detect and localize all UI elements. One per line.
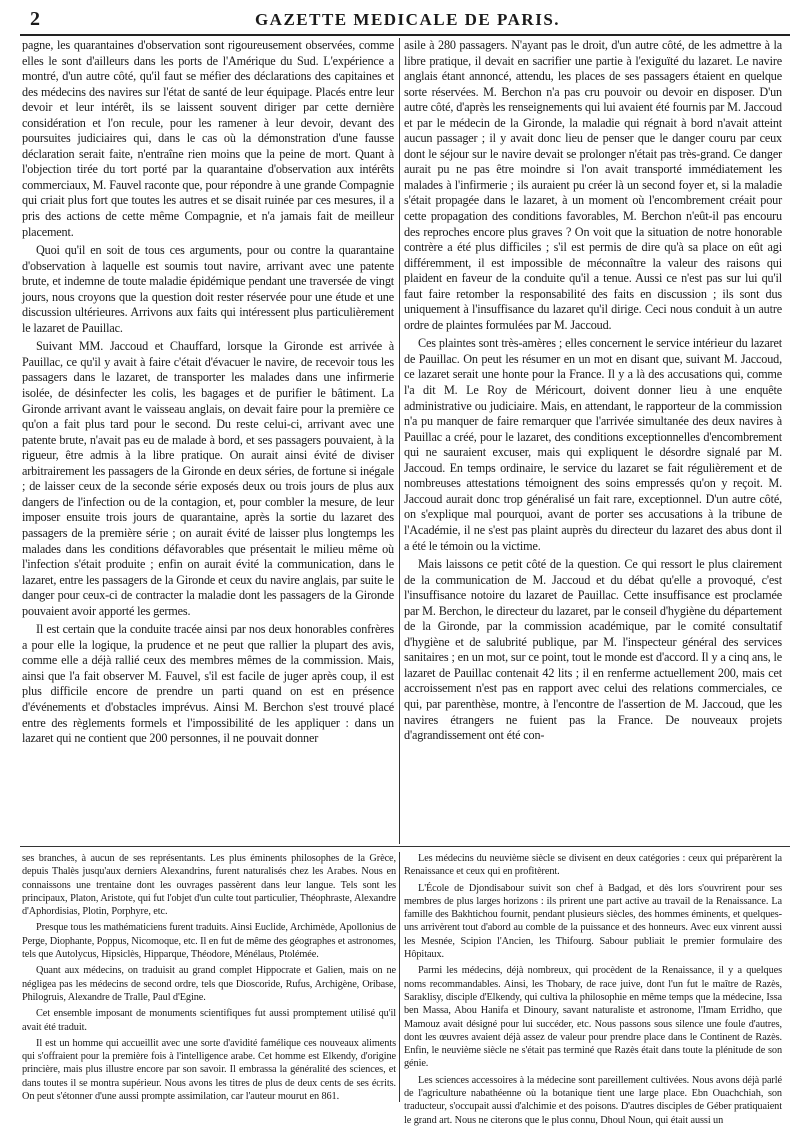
paragraph: ses branches, à aucun de ses représentants. Les plus éminents philosophes de la Grèce, depuis Thalès jusqu'aux derniers Alexandrins, furent naturalisés chez les Arabes. Nous en connaissons une trentaine dont les ouvrages passèrent dans leur langue. Tels sont les principaux, Platon, Aristote, qui fut l'objet d'un culte tout particulier, Théophraste, Alexandre d'Aphordisias, Plotin, Porphyre, etc. (22, 853, 396, 918)
paragraph: Les médecins du neuvième siècle se divisent en deux catégories : ceux qui préparèrent la Renaissance et ceux qui en profitèrent. (404, 853, 782, 878)
column-upper-left (22, 38, 394, 843)
column-rule (399, 852, 400, 1102)
paragraph: Il est certain que la conduite tracée ainsi par nos deux honorables confrères a pour elle la logique, la prudence et ne peut que rallier la plupart des avis, comme elle a déjà rallié ceux des membres mêmes de la commission. Mais, ainsi que l'a fait observer M. Fauvel, s'il est facile de juger après coup, il est plus difficile encore de prendre un parti quand on est en présence d'événements et d'obstacles imprévus. Ainsi M. Berchon s'est trouvé placé entre des règlements formels et l'impossibilité de les appliquer : dans un lazaret qui ne contient que 200 personnes, il ne pouvait donner (22, 622, 394, 746)
paragraph: L'École de Djondisabour suivit son chef à Badgad, et dès lors s'ouvrirent pour ses membres de plus larges horizons : ils prirent une part active au travail de la Renaissance. La famille des Bakhtichou fournit, pendant plusieurs siècles, des hommes éminents, et quelques-uns arrivèrent tout d'abord au comble de la puissance et des honneurs. Avec eux vinrent aussi les Mesnée, Scipion l'Ancien, les Thifourg. Sabour publiait le premier formulaire des Hôpitaux. (404, 882, 782, 961)
paragraph: Il est un homme qui accueillit avec une sorte d'avidité famélique ces nouveaux aliments qui s'offraient pour la première fois à l'intelligence arabe. Cet homme est Elkendy, d'origine princière, mais plus illustre encore par son savoir. Il embrassa la généralité des sciences, et dans toutes il se montra supérieur. Nous avons les titres de plus de deux cents de ses écrits. On peut s'étonner d'une aussi prompte assimilation, car l'auteur mourut en 861. (22, 1037, 396, 1103)
paragraph: Suivant MM. Jaccoud et Chauffard, lorsque la Gironde est arrivée à Pauillac, ce qu'il y avait à faire c'était d'évacuer le navire, de recevoir tous les passagers dans le lazaret, de transporter les malades dans une infirmerie isolée, de désinfecter les colis, les bagages et de purifier le bâtiment. La Gironde arrivant avant le vaisseau anglais, on devait faire pour la première ce qu'on a fait plus tard pour le second. Du reste celui-ci, arrivant avec une patente brute, n'avait pas eu de malade à bord, et ses passagers pouvaient, à la rigueur, être admis à la libre pratique. On aurait ainsi évité de diviser arbitrairement les passagers de la Gironde en deux séries, de fortune si inégale ; de laisser ceux de la seconde série exposés deux ou trois jours de plus aux dangers de l'infection ou de la contagion, et, pour combler la mesure, de leur imposer ensuite trois jours de quarantaine, après la sortie du lazaret des passagers de la première série ; on aurait évité de laisser plus longtemps les malades dans les conditions défavorables que présentait le milieu même où l'infection s'était produite ; enfin on aurait évité la communication, dans le lazaret, entre les passagers de la Gironde et ceux du navire anglais, par suite le danger pour ceux-ci de contracter la maladie dont les passagers de la Gironde pouvaient avoir apporté les germes. (22, 339, 394, 618)
column-lower-right (404, 852, 782, 1126)
paragraph: Quoi qu'il en soit de tous ces arguments, pour ou contre la quarantaine d'observation à laquelle est soumis tout navire, arrivant avec une patente brute, et indemne de toute maladie épidémique pendant une traversée de vingt jours, nous croyons que la question doit rester réservée pour une étude et une discussion ultérieures. Arrivons aux faits qui intéressent plus particulièrement le lazaret de Pauillac. (22, 243, 394, 335)
column-lower-left (22, 852, 396, 1102)
paragraph: Cet ensemble imposant de monuments scientifiques fut aussi promptement utilisé qu'il avait été traduit. (22, 1008, 396, 1033)
paragraph: Mais laissons ce petit côté de la question. Ce qui ressort le plus clairement de la communication de M. Jaccoud et du débat qu'elle a provoqué, c'est l'insuffisance notoire du lazaret de Pauillac. Cette insuffisance est proclamée par M. Berchon, le directeur du lazaret, par le conseil d'hygiène du département de la Gironde, par la commission académique, par le comité consultatif d'hygiène et de salubrité publique, par M. l'inspecteur général des services sanitaires ; en un mot, sur ce point, tout le monde est d'accord. Il y a cinq ans, le lazaret de Pauillac contenait 42 lits ; il en renferme actuellement 200, mais cet accroissement n'est pas en rapport avec celui des relations commerciales, ce qui, par parenthèse, montre, à l'encontre de l'assertion de M. Jaccoud, que les navires étrangers ne fuient pas la France. De nouveaux projets d'agrandissement ont été con- (404, 557, 782, 743)
paragraph: pagne, les quarantaines d'observation sont rigoureusement observées, comme elles le sont d'ailleurs dans les ports de l'Amérique du Sud. L'expérience a montré, d'un autre côté, qu'il faut se méfier des déclarations des capitaines et des médecins des navires sur l'état de santé de leur équipage. Placés entre leur devoir et leur intérêt, ils se laissent souvent diriger par cette dernière considération et l'on recule, pour les ramener à leur devoir, devant des poursuites judiciaires qui, dans le cas où la démonstration d'une fausse déclaration serait faite, n'entraîne rien moins que la peine de mort. Quant à l'objection tirée du tort porté par la quarantaine d'observation aux intérêts commerciaux, M. Fauvel raconte que, pour répondre à une grande Compagnie qui criait plus fort que toutes les autres et se disait ruinée par ces mesures, il a pris des actions de cette même Compagnie, et n'a jamais fait de meilleur placement. (22, 38, 394, 239)
paragraph: Quant aux médecins, on traduisit au grand complet Hippocrate et Galien, mais on ne négligea pas les médecins de second ordre, tels que Dioscoride, Rufus, Archigène, Oribase, Philogruis, Alexandre de Tralle, Paul d'Egine. (22, 965, 396, 1003)
paragraph: Ces plaintes sont très-amères ; elles concernent le service intérieur du lazaret de Pauillac. On peut les résumer en un mot en disant que, suivant M. Jaccoud, ce lazaret serait une honte pour la France. Il y a là des accusations qui, comme l'a dit M. Le Roy de Méricourt, doivent donner lieu à une enquête administrative ou judiciaire. Mais, en attendant, le rapporteur de la commission n'a pu manquer de faire remarquer que l'arrivée simultanée des deux navires à Pauillac a créé, pour le lazaret, des conditions exceptionnelles d'encombrement qui ne sauraient excuser, mais qui expliquent le désordre signalé par M. Jaccoud. En temps ordinaire, le service du lazaret se fait régulièrement et de nombreuses attestations témoignent des soins empressés qu'on y reçoit. M. Jaccoud aurait donc trop généralisé un fait rare, exceptionnel. D'un autre côté, on s'explique mal pourquoi, avant de porter ses accusations à la tribune de l'Académie, il ne s'est pas plaint auprès du directeur du lazaret des abus dont il a été le témoin ou la victime. (404, 336, 782, 553)
page-number: 2 (30, 8, 40, 30)
paragraph: Presque tous les mathématiciens furent traduits. Ainsi Euclide, Archimède, Apollonius de Perge, Diophante, Poppus, Nicomoque, etc. Il en fut de même des géographes et astronomes, tels que Autolycus, Hipsiclès, Hipparque, Théodore, Ménélaus, Ptolémée. (22, 922, 396, 961)
column-rule (399, 38, 400, 844)
journal-title: GAZETTE MEDICALE DE PARIS. (254, 10, 561, 29)
paragraph: Les sciences accessoires à la médecine sont pareillement cultivées. Nous avons déjà parlé de l'agriculture nabathéenne où la botanique tient une large place. Ebn Ouachchiah, son traducteur, s'occupait aussi d'alchimie et des poisons. D'autres disciples de Géber pratiquaient le grand art. Nous ne citerons que le plus connu, Dhoul Noun, qui était aussi un (404, 1074, 782, 1126)
header-rule (20, 34, 790, 36)
column-upper-right (404, 38, 782, 843)
paragraph: asile à 280 passagers. N'ayant pas le droit, d'un autre côté, de les admettre à la libre pratique, il devait en sacrifier une partie à l'exiguïté du lazaret. Le navire anglais étant annoncé, attendu, les places de ses passagers étaient en quelque sorte réservées. M. Berchon n'a pas cru pouvoir ou devoir en disposer. D'un autre côté, d'après les renseignements qui lui avaient été fournis par M. Jaccoud et par le médecin de la Gironde, la maladie qui régnait à bord n'avait atteint aucun passager ; il y avait donc lieu de penser que le danger couru par ceux dont le séjour sur le navire devait se prolonger n'était pas très-grand. Ce danger aurait pu ne pas être moindre si l'on avait transporté immédiatement les malades à l'infirmerie ; ils auraient pu créer là un second foyer et, si la maladie s'était propagée dans le lazaret, à un moment où l'encombrement créait pour cette propagation des conditions favorables, M. Berchon n'eût-il pas encouru des reproches encore plus graves ? On voit que la situation de notre honorable contrère a été plus difficiles ; s'il est permis de dire qu'à sa place on eût agi différemment, il est impossible de méconnaître la valeur des raisons qui plaident en faveur de la conduite qu'il a tenue. Aussi ce n'est pas sur lui qu'il faut faire retomber la responsabilité des faits en discussion ; ils sont dus uniquement à l'insuffisance du lazaret qu'il dirige. Ceci nous conduit à un autre ordre de plaintes formulées par M. Jaccoud. (404, 38, 782, 332)
page-header (30, 8, 785, 34)
section-rule (20, 846, 790, 847)
paragraph: Parmi les médecins, déjà nombreux, qui procèdent de la Renaissance, il y a quelques noms recommandables. Ainsi, les Thobary, de race juive, dont l'un fut le maître de Razès, Saraklisy, disciple d'Elkendy, qui cultiva la philosophie en même temps que la médecine, Issa ben Massa, Abou Hanifa et Dinoury, savant naturaliste et astronome, l'Imam Erridho, que Mamouz avait désigné pour lui succéder, etc. Nous passons sous silence une foule d'autres, dont les œuvres avaient déjà assez de valeur pour prendre place dans le Continent de Razès. Enfin, le neuvième siècle ne s'était pas terminé que Razès était dans toute la plénitude de son génie. (404, 965, 782, 1070)
